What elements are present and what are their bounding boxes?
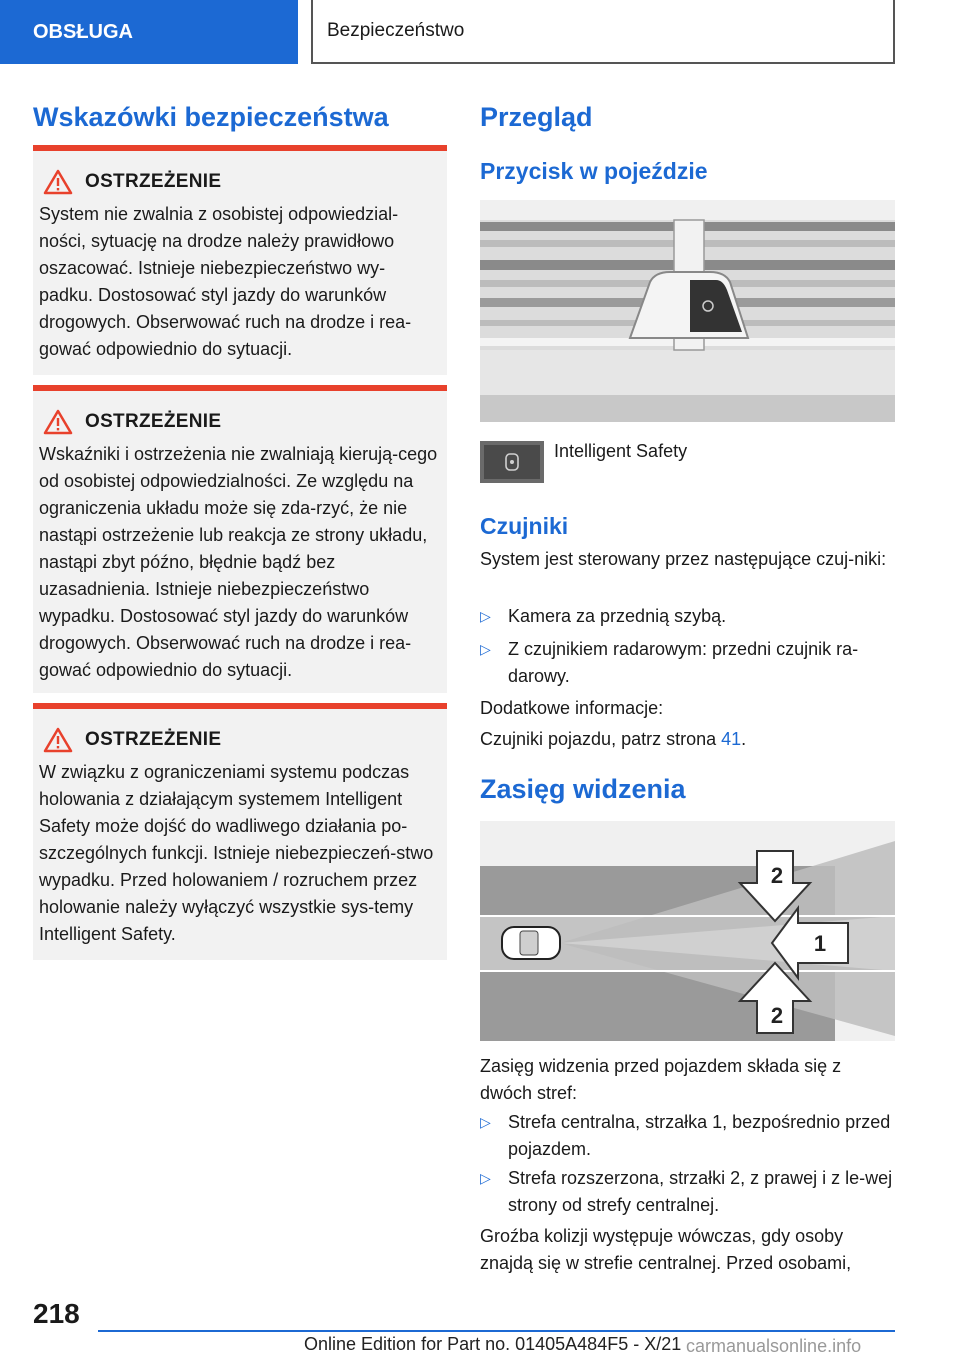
warning-triangle-icon (43, 727, 73, 753)
safety-heading: Wskazówki bezpieczeństwa (33, 102, 389, 132)
list-item: ▷ Z czujnikiem radarowym: przedni czujnik ra-darowy. (480, 636, 895, 690)
range-outro: Groźba kolizji występuje wówczas, gdy osoby znajdą się w strefie centralnej. Przed osobami, (480, 1226, 852, 1273)
list-item: ▷ Kamera za przednią szybą. (480, 603, 895, 630)
warning-text: W związku z ograniczeniami systemu podczas holowania z działającym systemem Intelligent Safety może dojść do wadliwego działania po-szczególnych funkcji. Istnieje niebezpieczeń-stwo wypadku. Przed holowaniem / rozruchem przez holowanie należy wyłączyć wszystkie sys-temy Intelligent Safety. (39, 762, 434, 944)
bullet-icon: ▷ (480, 608, 491, 624)
range-label-2-top: 2 (770, 863, 784, 888)
warning-triangle-icon (43, 409, 73, 435)
list-item: ▷ Strefa centralna, strzałka 1, bezpośrednio przed pojazdem. (480, 1109, 895, 1163)
overview-heading: Przegląd (480, 102, 593, 132)
detection-range-diagram (480, 821, 895, 1041)
footer-rule (98, 1330, 895, 1332)
list-item: ▷ Strefa rozszerzona, strzałki 2, z prawej i z le-wej strony od strefy centralnej. (480, 1165, 895, 1219)
button-heading: Przycisk w pojeździe (480, 158, 708, 184)
range-heading: Zasięg widzenia (480, 774, 686, 804)
warning-text: Wskaźniki i ostrzeżenia nie zwalniają kierują-cego od osobistej odpowiedzialności. Ze względu na ograniczenia układu może się zda-rzyć, że nie nastąpi ostrzeżenie lub reakcja ze strony układu, nastąpi zbyt późno, błędnie bądź bez uzasadnienia. Istnieje niebezpieczeństwo wypadku. Dostosować styl jazdy do warunków drogowych. Obserwować ruch na drodze i rea-gować odpowiednio do sytuacji. (39, 444, 438, 680)
warning-box-2 (33, 385, 447, 693)
bullet-icon: ▷ (480, 1114, 491, 1130)
warning-box-3 (33, 703, 447, 960)
page-link-41[interactable]: 41 (721, 729, 742, 749)
bullet-icon: ▷ (480, 641, 491, 657)
sensors-reference: Czujniki pojazdu, patrz strona 41. (480, 729, 747, 749)
page-number: 218 (33, 1298, 80, 1329)
bullet-icon: ▷ (480, 1170, 491, 1186)
vehicle-button-photo (480, 200, 895, 422)
more-info-label: Dodatkowe informacje: (480, 698, 664, 718)
sensors-heading: Czujniki (480, 513, 569, 539)
sensors-intro: System jest sterowany przez następujące czuj-niki: (480, 549, 887, 569)
warning-text: System nie zwalnia z osobistej odpowiedzial-ności, sytuację na drodze należy prawidłowo oszacować. Istnieje niebezpieczeństwo wy-padku. Dostosować styl jazdy do warunków drogowych. Obserwować ruch na drodze i rea-gować odpowiednio do sytuacji. (39, 204, 412, 359)
range-label-2-bottom: 2 (770, 1003, 784, 1028)
edition-note: Online Edition for Part no. 01405A484F5 - X/21 (304, 1334, 682, 1354)
warning-triangle-icon (43, 169, 73, 195)
warning-title: OSTRZEŻENIE (85, 411, 222, 432)
section-tab: OBSŁUGA (0, 0, 298, 64)
range-intro: Zasięg widzenia przed pojazdem składa się z dwóch stref: (480, 1056, 842, 1103)
warning-box-1 (33, 145, 447, 375)
watermark: carmanualsonline.info (686, 1336, 862, 1356)
button-label: Intelligent Safety (554, 441, 688, 461)
warning-title: OSTRZEŻENIE (85, 729, 222, 750)
range-label-1: 1 (813, 931, 827, 956)
intelligent-safety-icon (480, 441, 544, 483)
warning-title: OSTRZEŻENIE (85, 171, 222, 192)
chapter-title: Bezpieczeństwo (311, 0, 895, 64)
